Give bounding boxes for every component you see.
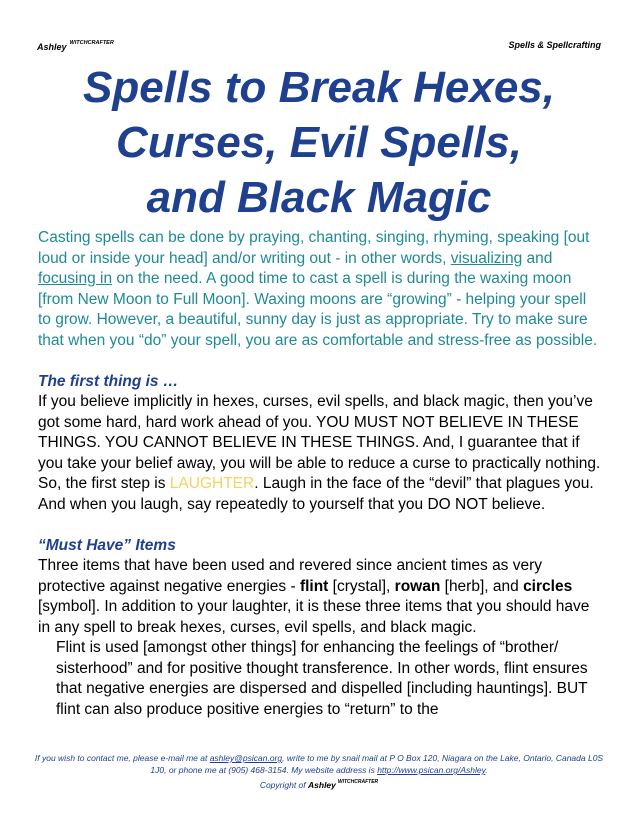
header-author xyxy=(37,40,114,52)
flint-paragraph: Flint is used [amongst other things] for enhancing the feelings of “brother/ sisterhood” and for positive thought transference. In other words, flint ensures that negative energies are dispersed and dispelled [including hauntings]. BUT flint can also produce positive energies to “return” to the xyxy=(56,639,588,718)
title-line-3: and Black Magic xyxy=(146,173,492,222)
must-have-paragraph: Three items that have been used and revered since ancient times as very protective against negative energies - flint [crystal], rowan [herb], and circles [symbol]. In addition to your laughter, it is these three items that you should have in any spell to break hexes, curses, evil spells, and black magic. xyxy=(38,557,590,636)
laughter-word: LAUGHTER xyxy=(169,475,255,492)
flint-term: flint xyxy=(299,577,329,595)
footer-copyright: Copyright of Ashley $^{WITCHCRAFTER}$ xyxy=(259,779,379,790)
rowan-term: rowan xyxy=(394,577,441,595)
must-have-heading: “Must Have” Items xyxy=(38,536,176,554)
visualizing-link[interactable]: visualizing xyxy=(450,249,523,267)
footer-contact: If you wish to contact me, please e-mail me at ashley@psican.org, write to me by snail mail at P O Box 120, Niagara on the Lake, Ontario, Canada L0S 1J0, or phone me at (905) 468-3154. My website address is http://www.psican.org/Ashley. xyxy=(34,753,604,775)
author-title: WITCHCRAFTER xyxy=(69,40,114,46)
circles-term: circles xyxy=(523,577,573,595)
intro-paragraph: Casting spells can be done by praying, chanting, singing, rhyming, speaking [out loud or inside your head] and/or writing out - in other words, visualizing and focusing in on the need. A good time to cast a spell is during the waxing moon [from New Moon to Full Moon]. Waxing moons are “growing” - helping your spell to grow. However, a beautiful, sunny day is just as appropriate. Try to make sure that when you “do” your spell, you are as comfortable and stress-free as possible. xyxy=(38,229,598,349)
title-line-1: Spells to Break Hexes, xyxy=(82,63,555,112)
page-title xyxy=(30,60,608,225)
page-header xyxy=(37,30,601,50)
document-body xyxy=(38,228,602,720)
author-name: Ashley xyxy=(37,42,67,52)
header-right-title: Spells & Spellcrafting xyxy=(508,40,601,50)
page-footer xyxy=(28,752,610,791)
focusing-in-link[interactable]: focusing in xyxy=(38,270,113,287)
first-thing-paragraph: If you believe implicitly in hexes, curses, evil spells, and black magic, then you’ve got some hard, hard work ahead of you. YOU MUST NOT BELIEVE IN THESE THINGS. YOU CANNOT BELIEVE IN THESE THINGS. And, I guarantee that if you take your belief away, you will be able to reduce a curse to practically nothing. So, the first step is LAUGHTER. Laugh in the face of the “devil” that plagues you. And when you laugh, say repeatedly to yourself that you DO NOT believe. xyxy=(38,393,601,513)
title-line-2: Curses, Evil Spells, xyxy=(116,118,522,167)
first-thing-heading: The first thing is … xyxy=(38,372,179,390)
website-link[interactable]: http://www.psican.org/Ashley xyxy=(377,765,486,775)
email-link[interactable]: ashley@psican.org xyxy=(209,753,283,763)
footer-author: Ashley $^{WITCHCRAFTER}$ xyxy=(308,779,379,790)
